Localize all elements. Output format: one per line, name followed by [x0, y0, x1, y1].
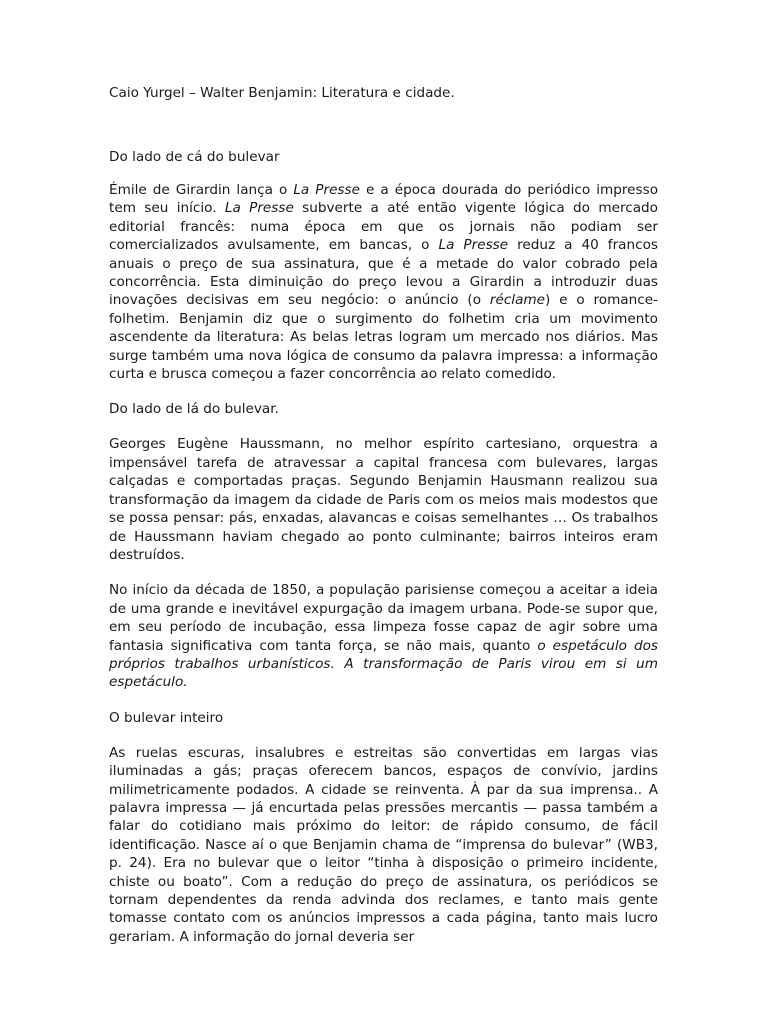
paragraph-girardin: Émile de Girardin lança o La Presse e a época dourada do periódico impresso tem seu início. La Presse subverte a até então vigente lógica do mercado editorial francês: numa época em que os jornais não podiam ser comercializados avulsamente, em bancas, o La Presse reduz a 40 francos anuais o preço de sua assinatura, que é a metade do valor cobrado pela concorrência. Esta diminuição do preço levou a Girardin a introduzir duas inovações decisivas em seu negócio: o anúncio (o réclame) e o romance-folhetim. Benjamin diz que o surgimento do folhetim cria um movimento ascendente da literatura: As belas letras logram um mercado nos diários. Mas surge também uma nova lógica de consumo da palavra impressa: a informação curta e brusca começou a fazer concorrência ao relato comedido.	[109, 182, 659, 383]
paragraph-haussmann: Georges Eugène Haussmann, no melhor espírito cartesiano, orquestra a impensável tarefa de atravessar a capital francesa com bulevares, largas calçadas e comportadas praças. Segundo Benjamin Hausmann realizou sua transformação da imagem da cidade de Paris com os meios mais modestos que se possa pensar: pás, enxadas, alavancas e coisas semelhantes … Os trabalhos de Haussmann haviam chegado ao ponto culminante; bairros inteiros eram destruídos.	[109, 436, 658, 563]
document-body	[109, 82, 658, 946]
document-header: Caio Yurgel – Walter Benjamin: Literatura e cidade.	[109, 85, 455, 101]
paragraph-ruelas: As ruelas escuras, insalubres e estreitas são convertidas em largas vias iluminadas a gás; praças oferecem bancos, espaços de convívio, jardins milimetricamente podados. A cidade se reinventa. À par da sua imprensa.. A palavra impressa — já encurtada pelas pressões mercantis — passa também a falar do cotidiano mais próximo do leitor: de rápido consumo, de fácil identificação. Nasce aí o que Benjamin chama de “imprensa do bulevar” (WB3, p. 24). Era no bulevar que o leitor “tinha à disposição o primeiro incidente, chiste ou boato”. Com a redução do preço de assinatura, os periódicos se tornam dependentes da renda advinda dos reclames, e tanto mais gente tomasse contato com os anúncios impressos a cada página, tanto mais lucro gerariam. A informação do jornal deveria ser	[109, 744, 658, 945]
section-heading-3: O bulevar inteiro	[109, 709, 224, 726]
paragraph-1850: No início da década de 1850, a população parisiense começou a aceitar a ideia de uma grande e inevitável expurgação da imagem urbana. Pode-se supor que, em seu período de incubação, essa limpeza fosse capaz de agir sobre uma fantasia significativa com tanta força, se não mais, quanto o espetáculo dos próprios trabalhos urbanísticos. A transformação de Paris virou em si um espetáculo.	[109, 582, 658, 691]
section-heading-2: Do lado de lá do bulevar.	[109, 401, 279, 418]
section-heading-1: Do lado de cá do bulevar	[109, 149, 280, 165]
